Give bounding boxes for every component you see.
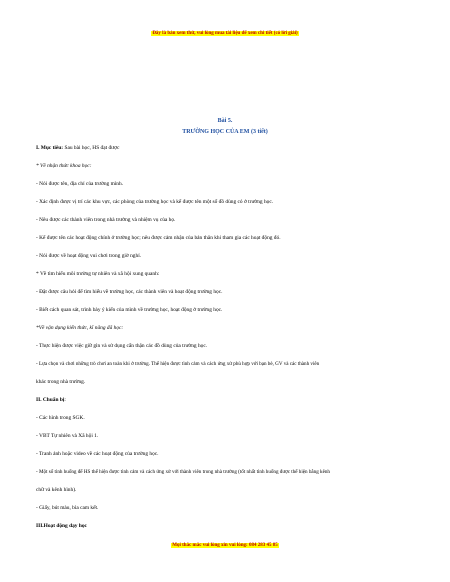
apply-heading: *Về vận dụng kiến thức, kĩ năng đã học: <box>36 325 124 331</box>
objectives-intro: Sau bài học, HS đạt được <box>63 145 120 151</box>
activities-heading: III.Hoạt động dạy học <box>36 523 87 529</box>
prep-item: - Giấy, bút màu, bìa cam kết. <box>36 505 99 511</box>
knowledge-item: - Nói được tên, địa chỉ của trường mình. <box>36 181 123 187</box>
knowledge-heading: * Về nhận thức khoa học: <box>36 163 92 169</box>
knowledge-item: - Nêu được các thành viên trong nhà trường và nhiệm vụ của họ. <box>36 217 176 223</box>
knowledge-item: - Xác định được vị trí các khu vực, các phòng của trường học và kể được tên một số đồ dùng có ở trường học. <box>36 199 274 205</box>
prep-item-continued: chữ và kênh hình). <box>36 487 77 493</box>
explore-item: - Biết cách quan sát, trình bày ý kiến của mình về trường học, hoạt động ở trường học. <box>36 307 223 313</box>
knowledge-item: - Nói được về hoạt động vui chơi trong giờ nghỉ. <box>36 253 142 259</box>
objectives-line <box>36 145 416 152</box>
apply-item: - Lựa chọn và chơi những trò chơi an toàn khi ở trường. Thể hiện được tình cảm và cách ứng xử phù hợp với bạn bè, GV và các thành viên <box>36 361 320 367</box>
explore-item: - Đặt được câu hỏi để tìm hiểu về trường học, các thành viên và hoạt động trường học. <box>36 289 223 295</box>
prep-line <box>36 397 416 404</box>
prep-item: - Tranh ảnh hoặc video về các hoạt động của trường học. <box>36 451 159 457</box>
contact-banner-bottom <box>0 543 450 548</box>
apply-item: - Thực hiện được việc giữ gìn và sử dụng cẩn thận các đồ dùng của trường học. <box>36 343 208 349</box>
preview-notice: Đây là bản xem thử, vui lòng mua tài liệu để xem chi tiết (có lời giải) <box>152 31 298 36</box>
apply-item-continued: khác trong nhà trường. <box>36 379 86 385</box>
prep-heading: II. Chuẩn bị <box>36 397 65 403</box>
preview-banner-top <box>0 31 450 36</box>
prep-item: - VBT Tự nhiên và Xã hội 1. <box>36 433 99 439</box>
prep-item: - Các hình trong SGK. <box>36 415 85 421</box>
objectives-heading: I. Mục tiêu: <box>36 145 64 151</box>
knowledge-item: - Kể được tên các hoạt động chính ở trường học; nêu được cảm nhận của bản thân khi tham gia các hoạt động đó. <box>36 235 281 241</box>
lesson-title: TRƯỜNG HỌC CỦA EM (3 tiết) <box>182 129 268 135</box>
prep-item: - Một số tình huống để HS thể hiện được tình cảm và cách ứng xử với thành viên trong nhà trường (tốt nhất tình huống được thể hiện bằng kênh <box>36 469 330 475</box>
contact-notice: Mọi thắc mắc vui lòng xin vui lòng: 084 283 45 85 <box>172 543 278 548</box>
prep-colon: : <box>64 397 66 403</box>
explore-heading: * Về tìm hiểu môi trường tự nhiên và xã hội xung quanh: <box>36 271 160 277</box>
lesson-number: Bài 5. <box>217 118 233 124</box>
